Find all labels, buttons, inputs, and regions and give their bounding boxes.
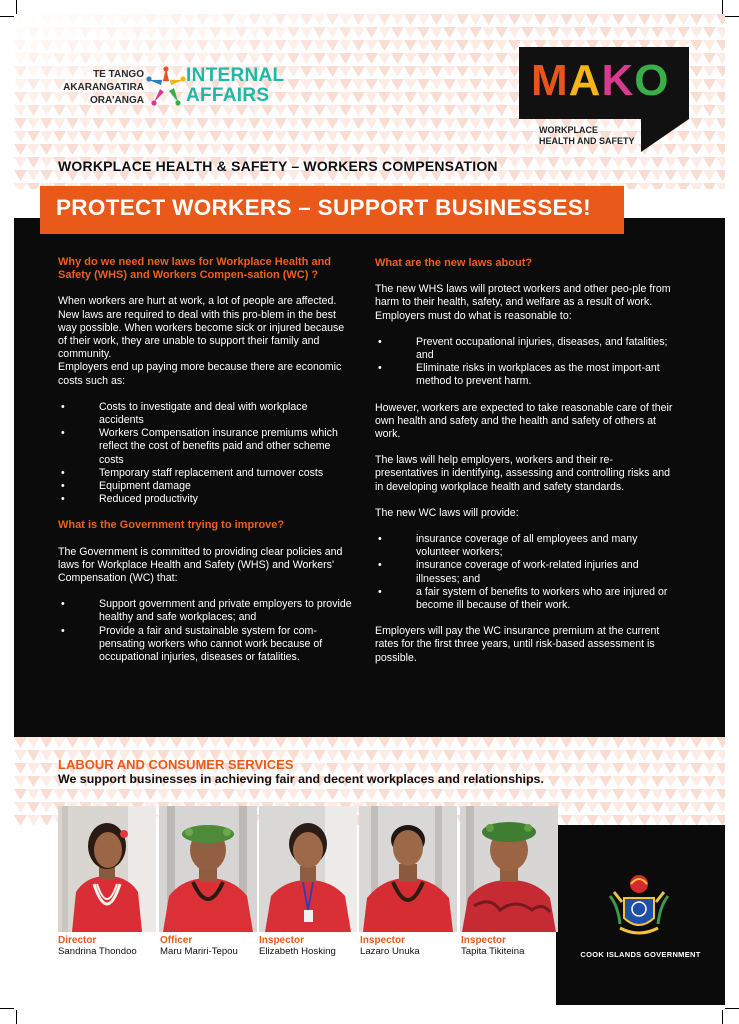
list-item: • Support government and private employers to provide healthy and safe workplaces; and (58, 598, 354, 624)
staff-name: Lazaro Unuka (360, 946, 420, 957)
ia-maori-line: AKARANGATIRA (63, 82, 144, 93)
staff-name: Sandrina Thondoo (58, 946, 137, 957)
staff-name: Tapita Tikiteina (461, 946, 525, 957)
crop-mark (722, 1010, 723, 1024)
mako-logo (519, 47, 689, 152)
ia-maori-name (58, 68, 144, 107)
mako-speech-tail (641, 119, 689, 152)
headline-text: PROTECT WORKERS – SUPPORT BUSINESSES! (56, 195, 591, 220)
mako-letter-a: A (568, 56, 602, 105)
crop-mark (16, 1010, 17, 1024)
internal-affairs-logo (58, 66, 288, 114)
ia-maori-line: TE TANGO (93, 69, 144, 80)
bullet-list (58, 401, 354, 507)
staff-photo (159, 806, 257, 932)
mako-wordmark (531, 55, 669, 107)
staff-role: Inspector (259, 935, 305, 946)
mako-box (519, 47, 689, 119)
staff-role: Director (58, 935, 97, 946)
list-item: • Provide a fair and sustainable system for com-pensating workers who cannot work because of occupational injuries, diseases or fatalities. (58, 625, 354, 665)
headline-banner (40, 186, 624, 234)
staff-name: Elizabeth Hosking (259, 946, 336, 957)
staff-section-title: LABOUR AND CONSUMER SERVICES (58, 757, 294, 772)
staff-role: Inspector (461, 935, 507, 946)
ia-name-line: INTERNAL (186, 65, 285, 86)
staff-photo (58, 806, 156, 932)
mako-sub-line: HEALTH AND SAFETY (539, 136, 635, 146)
cook-islands-coat-of-arms (604, 872, 674, 942)
paragraph: However, workers are expected to take reasonable care of their own health and safety and the health and safety of others at work. (375, 401, 673, 441)
list-item: • Temporary staff replacement and turnover costs (58, 467, 354, 480)
right-column (375, 257, 675, 665)
paragraph: The new WHS laws will protect workers and other peo-ple from harm to their health, safety, and welfare as a result of work. Employers must do what is reasonable to: (375, 283, 671, 322)
crop-mark (725, 16, 739, 17)
staff-photo (460, 806, 558, 932)
paragraph: The new WC laws will provide: (375, 506, 519, 519)
ia-name (186, 66, 284, 106)
mako-subtitle (539, 125, 635, 147)
ia-star-icon (146, 66, 186, 108)
ia-maori-line: ORA'ANGA (89, 95, 144, 106)
crop-mark (725, 1008, 739, 1009)
paragraph: When workers are hurt at work, a lot of people are affected. New laws are required to deal with this pro-blem in the best way possible. When workers become sick or injured because of their work, they are unable to support their family and community. (58, 295, 345, 361)
section-heading: What is the Government trying to improve? (58, 519, 285, 532)
bullet-list (58, 598, 354, 664)
list-item: • Costs to investigate and deal with workplace accidents (58, 401, 354, 427)
paragraph: Employers will pay the WC insurance premium at the current rates for the first three years, until risk-based assessment is possible. (375, 625, 660, 664)
mako-letter-o: O (634, 56, 670, 105)
crop-mark (0, 1008, 14, 1009)
list-item: • Workers Compensation insurance premiums which reflect the cost of benefits paid and other scheme costs (58, 427, 354, 467)
list-item: • Equipment damage (58, 480, 354, 493)
mako-sub-line: WORKPLACE (539, 125, 598, 135)
mako-letter-k: K (601, 56, 635, 105)
staff-photo (359, 806, 457, 932)
crop-mark (16, 0, 17, 14)
mako-letter-m: M (531, 56, 569, 105)
list-item: • insurance coverage of work-related injuries and illnesses; and (375, 559, 675, 585)
paragraph: Employers end up paying more because there are economic costs such as: (58, 361, 342, 387)
kicker-title: WORKPLACE HEALTH & SAFETY – WORKERS COMPENSATION (58, 158, 498, 174)
staff-tagline: We support businesses in achieving fair and decent workplaces and relationships. (58, 772, 544, 786)
crop-mark (722, 0, 723, 14)
section-heading: Why do we need new laws for Workplace Health and Safety (WHS) and Workers Compen-sation (WC) ? (58, 256, 332, 282)
list-item: • a fair system of benefits to workers who are injured or become ill because of their work. (375, 586, 675, 612)
list-item: • Prevent occupational injuries, diseases, and fatalities; and (375, 336, 675, 362)
crop-mark (0, 16, 14, 17)
staff-role: Officer (160, 935, 193, 946)
paragraph: The Government is committed to providing clear policies and laws for Workplace Health and Safety (WHS) and Workers' Compensation (WC) that: (58, 545, 343, 585)
bullet-list (375, 533, 675, 612)
bullet-list (375, 336, 675, 389)
list-item: • Eliminate risks in workplaces as the most import-ant method to prevent harm. (375, 362, 675, 388)
staff-role: Inspector (360, 935, 406, 946)
section-heading: What are the new laws about? (375, 257, 533, 269)
staff-name: Maru Mariri-Tepou (160, 946, 238, 957)
staff-photo (259, 806, 357, 932)
ia-name-line: AFFAIRS (186, 85, 270, 106)
paragraph: The laws will help employers, workers and their re-presentatives in identifying, assessing and controlling risks and in developing workplace health and safety standards. (375, 454, 671, 493)
government-name: COOK ISLANDS GOVERNMENT (580, 950, 701, 959)
list-item: • insurance coverage of all employees and many volunteer workers; (375, 533, 675, 559)
left-column (58, 256, 354, 664)
list-item: • Reduced productivity (58, 493, 354, 506)
